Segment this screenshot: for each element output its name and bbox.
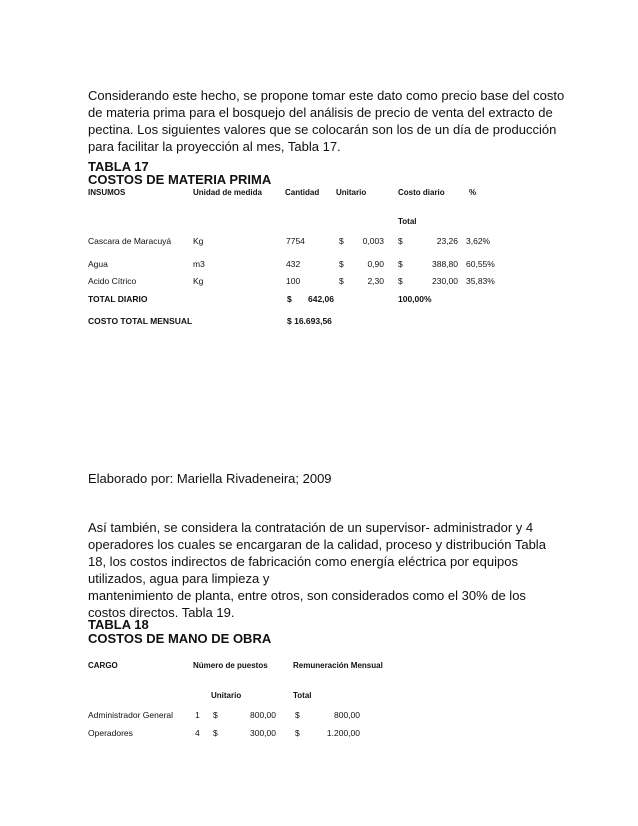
- intro-line: Considerando este hecho, se propone tomar este dato como precio base del costo: [88, 88, 565, 103]
- row-currency: $: [213, 728, 218, 738]
- table18-title: COSTOS DE MANO DE OBRA: [88, 631, 272, 646]
- body-line: operadores los cuales se encargaran de la calidad, proceso y distribución Tabla: [88, 537, 546, 552]
- total-diario-value: 642,06: [308, 294, 334, 304]
- header-total: Total: [398, 217, 417, 226]
- header-cargo: CARGO: [88, 661, 118, 670]
- total-diario-label: TOTAL DIARIO: [88, 294, 148, 304]
- row-unidad: m3: [193, 259, 205, 269]
- row-total: 23,26: [436, 236, 458, 246]
- header-unitario: Unitario: [211, 691, 242, 700]
- total-diario-currency: $: [287, 294, 292, 304]
- row-insumo: Agua: [88, 259, 108, 269]
- intro-line: pectina. Los siguientes valores que se colocarán son los de un día de producción: [88, 122, 557, 137]
- row-currency: $: [295, 710, 300, 720]
- source-credit: Elaborado por: Mariella Rivadeneira; 2009: [88, 471, 332, 486]
- header-unitario: Unitario: [336, 188, 367, 197]
- row-unitario: 300,00: [250, 728, 276, 738]
- row-currency: $: [339, 236, 344, 246]
- table17-number: TABLA 17: [88, 159, 149, 174]
- header-puestos: Número de puestos: [193, 661, 268, 670]
- row-currency: $: [398, 276, 403, 286]
- body-line: mantenimiento de planta, entre otros, son considerados como el 30% de los: [88, 588, 526, 603]
- body-paragraph: [88, 519, 558, 621]
- row-unitario: 0,003: [362, 236, 384, 246]
- row-total: 388,80: [432, 259, 458, 269]
- row-insumo: Cascara de Maracuyá: [88, 236, 172, 246]
- row-currency: $: [213, 710, 218, 720]
- row-currency: $: [398, 259, 403, 269]
- row-currency: $: [339, 259, 344, 269]
- body-line: Así también, se considera la contratación de un supervisor- administrador y 4: [88, 520, 534, 535]
- total-mensual-value: $ 16.693,56: [287, 316, 332, 326]
- row-pct: 35,83%: [466, 276, 495, 286]
- row-unitario: 2,30: [367, 276, 384, 286]
- row-pct: 60,55%: [466, 259, 495, 269]
- body-line: utilizados, agua para limpieza y: [88, 571, 270, 586]
- row-total: 1.200,00: [326, 728, 360, 738]
- total-mensual-label: COSTO TOTAL MENSUAL: [88, 316, 193, 326]
- row-cargo: Operadores: [88, 728, 133, 738]
- row-total: 800,00: [334, 710, 360, 720]
- row-unitario: 0,90: [367, 259, 384, 269]
- row-unidad: Kg: [193, 276, 204, 286]
- body-line: 18, los costos indirectos de fabricación como energía eléctrica por equipos: [88, 554, 518, 569]
- header-costo-diario: Costo diario: [398, 188, 445, 197]
- row-currency: $: [295, 728, 300, 738]
- table18-number: TABLA 18: [88, 617, 149, 632]
- header-pct: %: [469, 188, 477, 197]
- row-cantidad: 7754: [286, 236, 305, 246]
- total-diario-pct: 100,00%: [398, 294, 432, 304]
- row-cantidad: 100: [286, 276, 301, 286]
- row-puestos: 1: [195, 710, 200, 720]
- row-currency: $: [398, 236, 403, 246]
- intro-paragraph: [88, 87, 565, 155]
- table17-title: COSTOS DE MATERIA PRIMA: [88, 172, 272, 187]
- row-pct: 3,62%: [466, 236, 491, 246]
- row-insumo: Acido Cítrico: [88, 276, 137, 286]
- header-total: Total: [293, 691, 312, 700]
- intro-line: para facilitar la proyección al mes, Tabla 17.: [88, 139, 341, 154]
- header-insumos: INSUMOS: [88, 188, 126, 197]
- row-puestos: 4: [195, 728, 200, 738]
- intro-line: de materia prima para el bosquejo del análisis de precio de venta del extracto de: [88, 105, 553, 120]
- row-total: 230,00: [432, 276, 458, 286]
- row-unitario: 800,00: [250, 710, 276, 720]
- row-cargo: Administrador General: [88, 710, 174, 720]
- header-unidad: Unidad de medida: [193, 188, 262, 197]
- header-cantidad: Cantidad: [285, 188, 320, 197]
- row-unidad: Kg: [193, 236, 204, 246]
- row-currency: $: [339, 276, 344, 286]
- header-remuneracion: Remuneración Mensual: [293, 661, 383, 670]
- row-cantidad: 432: [286, 259, 301, 269]
- body-line: costos directos. Tabla 19.: [88, 605, 235, 620]
